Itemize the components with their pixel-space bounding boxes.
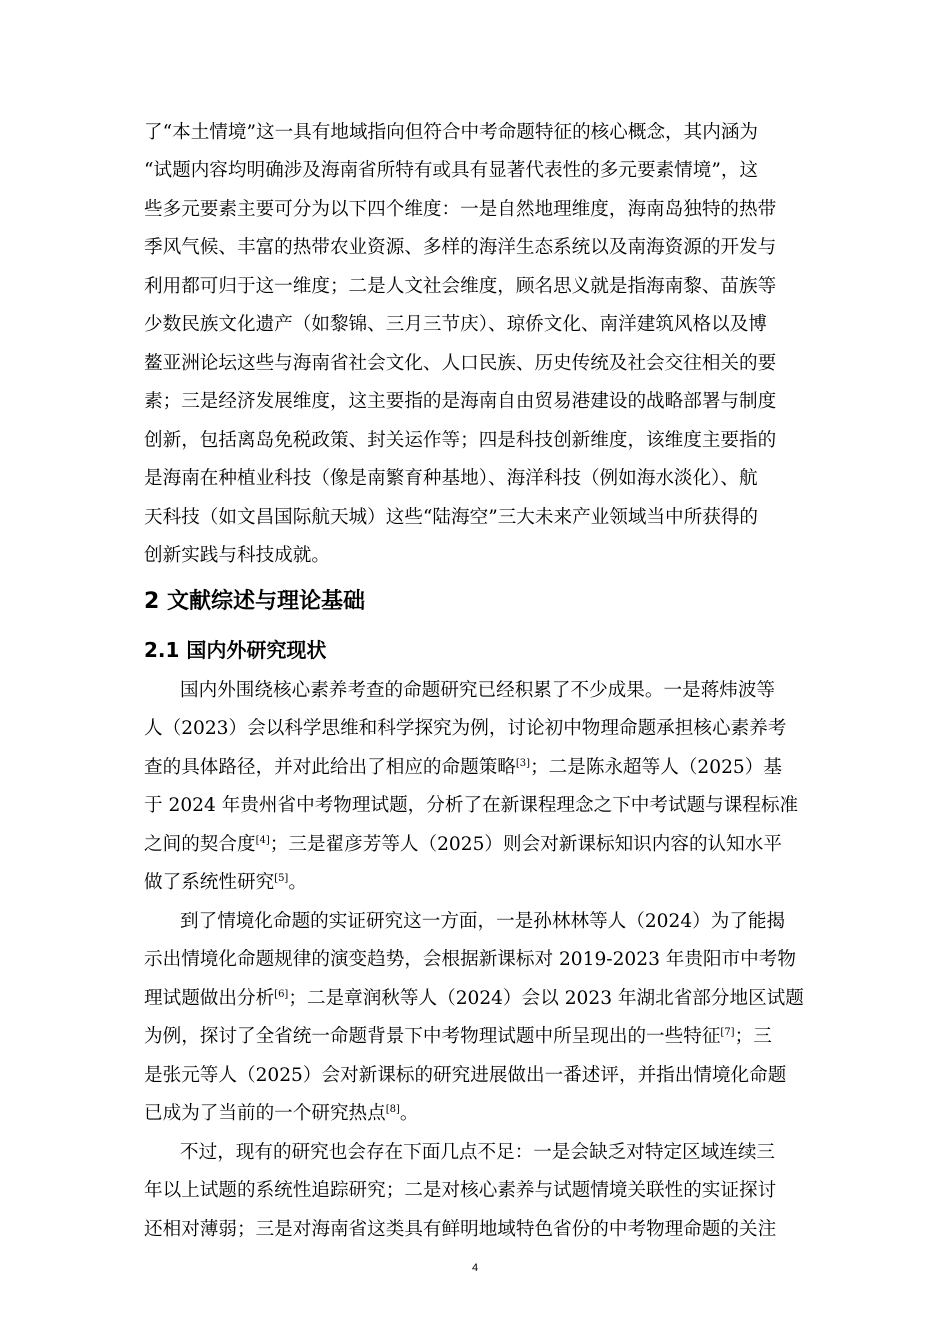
- body-line: 鳌亚洲论坛这些与海南省社会文化、人口民族、历史传统及社会交往相关的要: [144, 353, 777, 374]
- text-segment: 查的具体路径，并对此给出了相应的命题策略: [144, 757, 516, 778]
- body-line: 利用都可归于这一维度；二是人文社会维度，顾名思义就是指海南黎、苗族等: [144, 276, 777, 297]
- body-line: 年以上试题的系统性追踪研究；二是对核心素养与试题情境关联性的实证探讨: [144, 1180, 777, 1201]
- body-line: 示出情境化命题规律的演变趋势，会根据新课标对 2019-2023 年贵阳市中考物: [144, 949, 796, 970]
- body-line: 到了情境化命题的实证研究这一方面，一是孙林林等人（2024）为了能揭: [180, 911, 786, 932]
- text-segment: ；二是陈永超等人（2025）基: [530, 757, 782, 778]
- body-line: 素；三是经济发展维度，这主要指的是海南自由贸易港建设的战略部署与制度: [144, 391, 777, 412]
- text-segment: 做了系统性研究: [144, 872, 275, 893]
- subsection-heading: 2.1 国内外研究现状: [144, 638, 327, 662]
- body-line: 还相对薄弱；三是对海南省这类具有鲜明地域特色省份的中考物理命题的关注: [144, 1219, 777, 1240]
- body-line: 创新，包括离岛免税政策、封关运作等；四是科技创新维度，该维度主要指的: [144, 430, 777, 451]
- body-line: [144, 1102, 419, 1126]
- text-segment: ；三: [734, 1026, 772, 1047]
- citation-ref[interactable]: [6]: [274, 989, 289, 1000]
- body-line: [144, 756, 782, 780]
- body-line: 人（2023）会以科学思维和科学探究为例，讨论初中物理命题承担核心素养考: [144, 718, 787, 739]
- body-line: 天科技（如文昌国际航天城）这些“陆海空”三大未来产业领域当中所获得的: [144, 507, 759, 528]
- body-line: [144, 833, 782, 857]
- body-line: 是海南在种植业科技（像是南繁育种基地）、海洋科技（例如海水淡化）、航: [144, 468, 758, 489]
- text-segment: 。: [399, 1103, 419, 1124]
- text-segment: 为例，探讨了全省统一命题背景下中考物理试题中所呈现出的一些特征: [144, 1026, 721, 1047]
- citation-ref[interactable]: [4]: [255, 835, 270, 846]
- body-line: 创新实践与科技成就。: [144, 545, 330, 566]
- body-line: 不过，现有的研究也会存在下面几点不足：一是会缺乏对特定区域连续三: [180, 1142, 776, 1163]
- text-segment: 。: [288, 872, 307, 893]
- body-line: 国内外围绕核心素养考查的命题研究已经积累了不少成果。一是蒋炜波等: [180, 680, 776, 701]
- body-line: 少数民族文化遗产（如黎锦、三月三节庆）、琼侨文化、南洋建筑风格以及博: [144, 314, 767, 335]
- section-heading: 2 文献综述与理论基础: [144, 589, 365, 614]
- text-segment: 之间的契合度: [144, 834, 256, 855]
- citation-ref[interactable]: [8]: [385, 1104, 400, 1115]
- citation-ref[interactable]: [3]: [515, 758, 531, 769]
- text-segment: 理试题做出分析: [144, 988, 275, 1009]
- body-line: 是张元等人（2025）会对新课标的研究进展做出一番述评，并指出情境化命题: [144, 1065, 787, 1086]
- text-segment: ；三是翟彦芳等人（2025）则会对新课标知识内容的认知水平: [269, 834, 782, 855]
- body-line: “试题内容均明确涉及海南省所特有或具有显著代表性的多元要素情境”，这: [144, 160, 759, 181]
- body-line: 季风气候、丰富的热带农业资源、多样的海洋生态系统以及南海资源的开发与: [144, 237, 777, 258]
- citation-ref[interactable]: [7]: [720, 1027, 735, 1038]
- body-line: 些多元要素主要可分为以下四个维度：一是自然地理维度，海南岛独特的热带: [144, 199, 777, 220]
- body-line: 于 2024 年贵州省中考物理试题，分析了在新课程理念之下中考试题与课程标准: [144, 795, 799, 816]
- page-number: 4: [471, 1262, 479, 1274]
- body-line: [144, 987, 804, 1011]
- citation-ref[interactable]: [5]: [274, 873, 289, 884]
- body-line: [144, 1025, 772, 1049]
- text-segment: 已成为了当前的一个研究热点: [144, 1103, 386, 1124]
- text-segment: ；二是章润秋等人（2024）会以 2023 年湖北省部分地区试题: [288, 988, 804, 1009]
- body-line: [144, 871, 307, 895]
- body-line: 了“本土情境”这一具有地域指向但符合中考命题特征的核心概念，其内涵为: [144, 122, 759, 143]
